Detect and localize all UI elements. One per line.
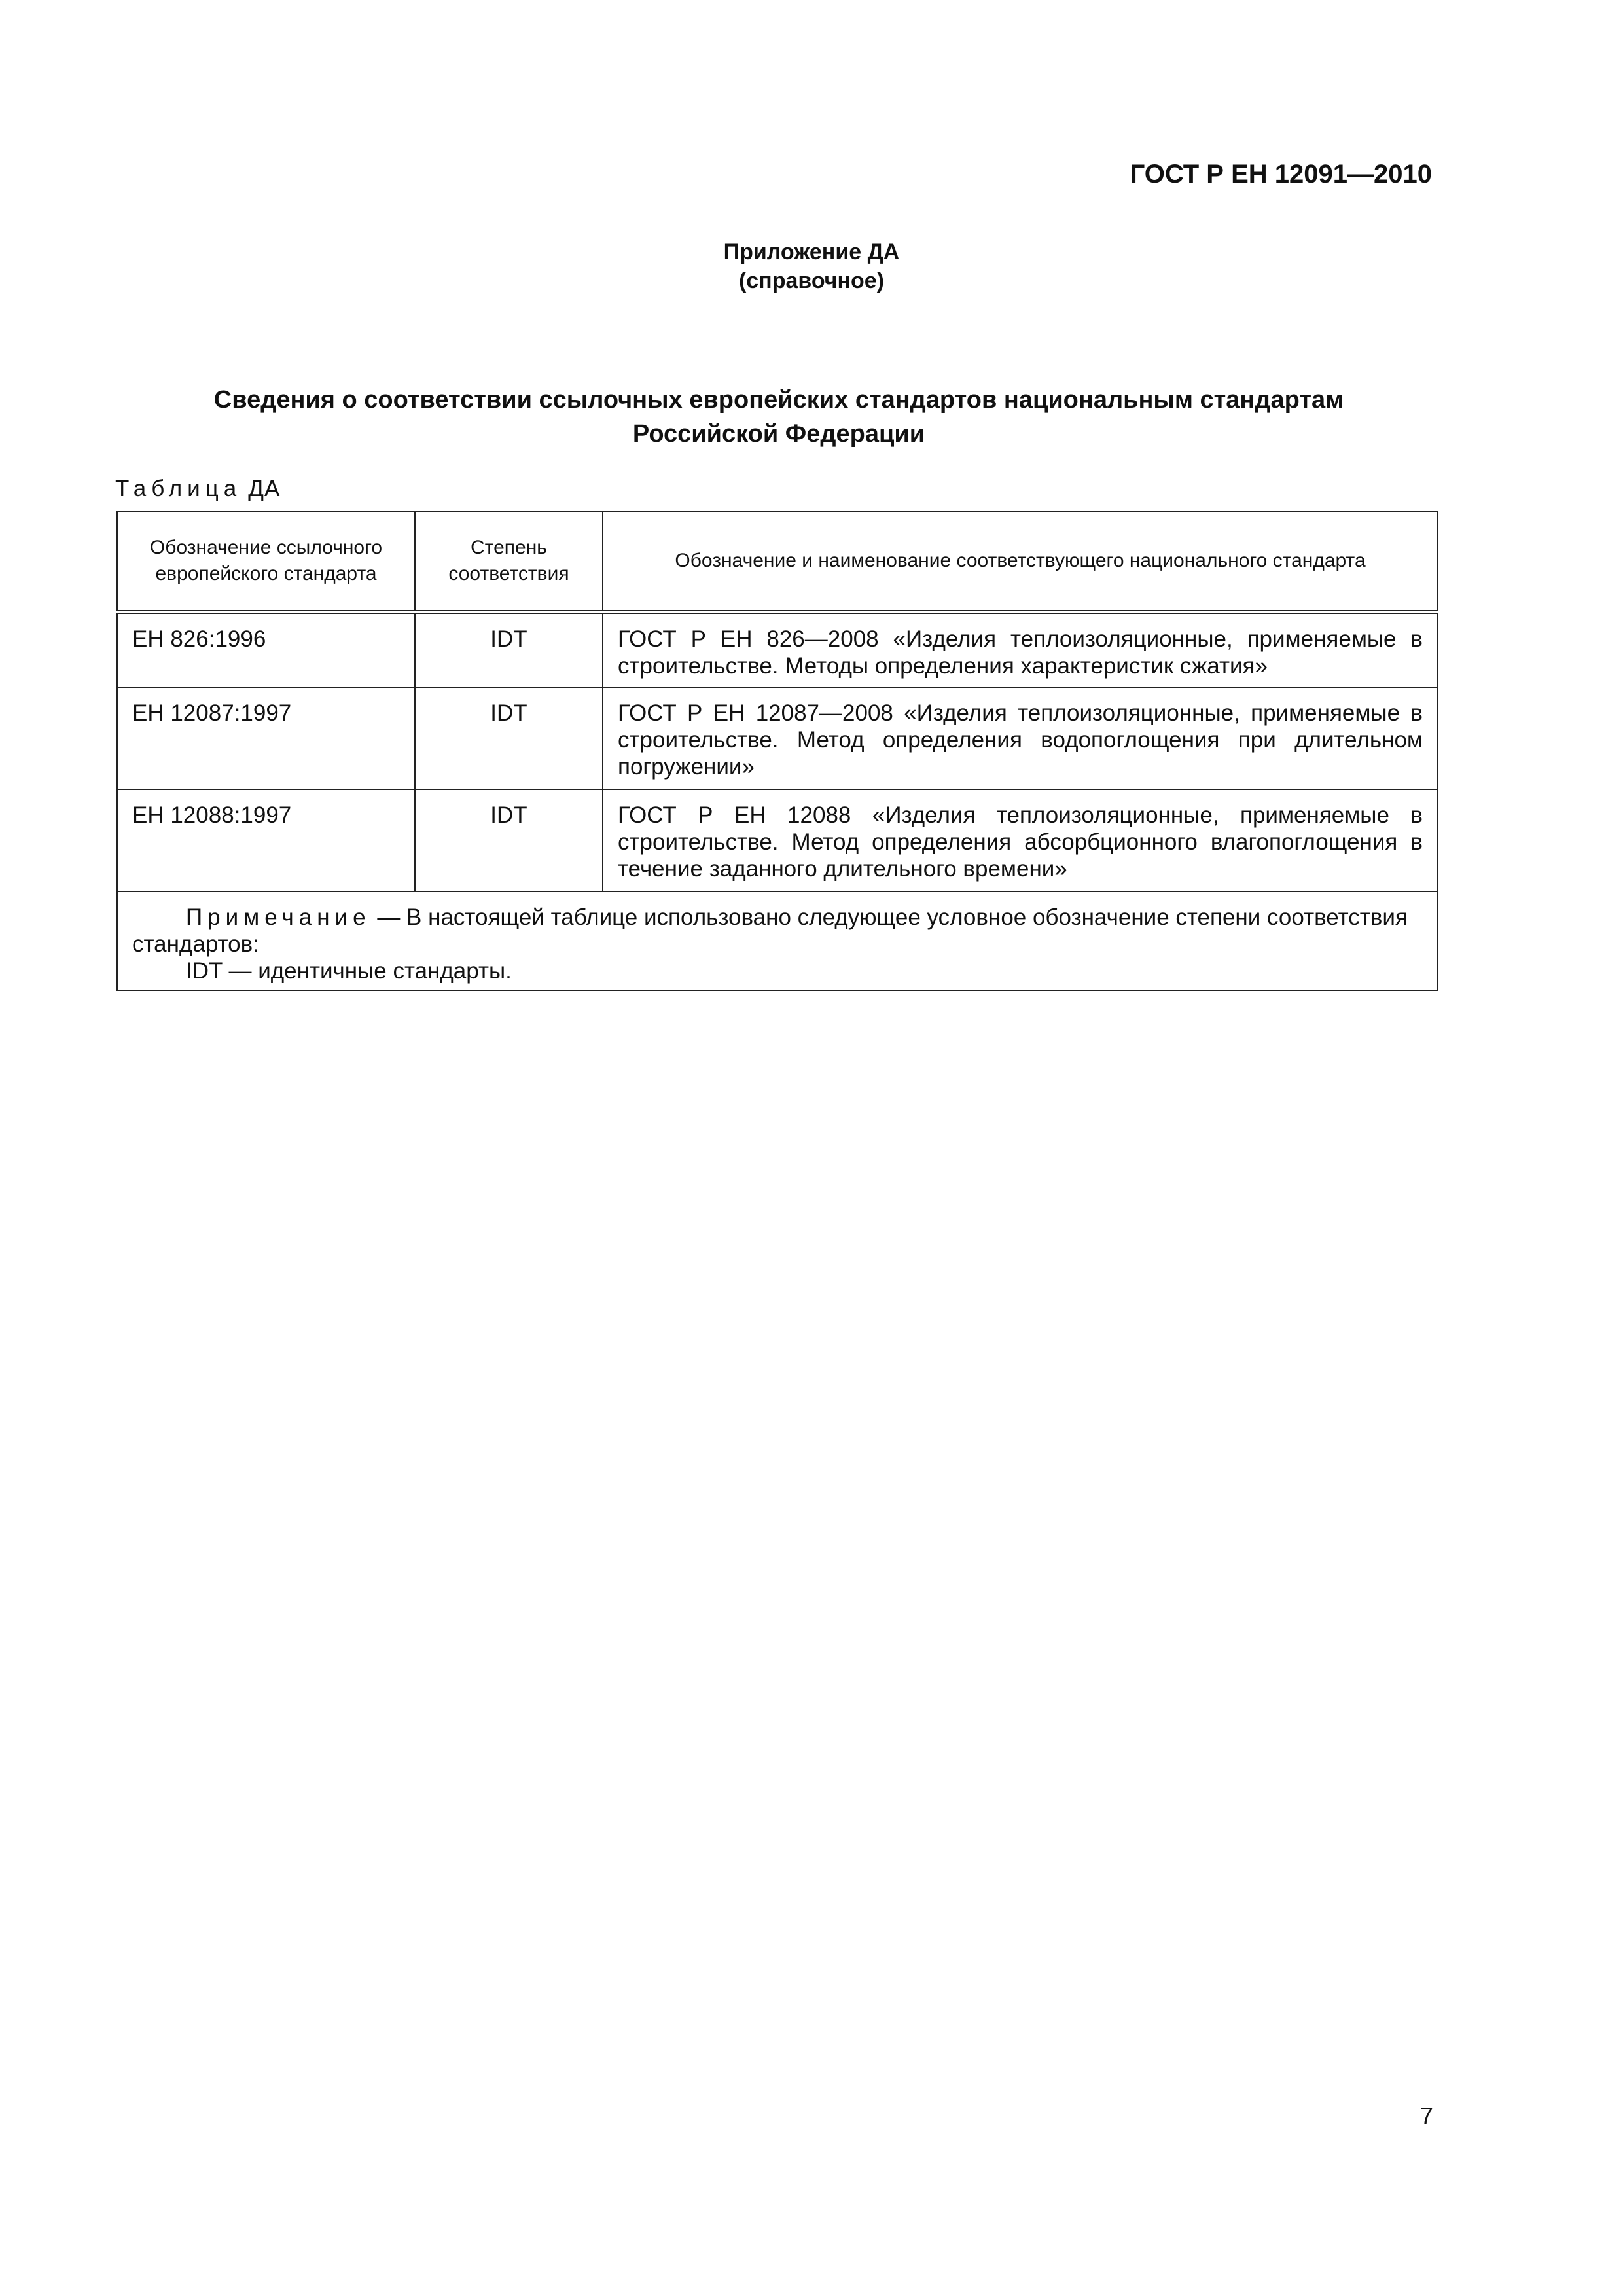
table-caption-word: Таблица (115, 476, 242, 501)
cell-degree: IDT (415, 612, 603, 687)
annex-kind: (справочное) (738, 268, 885, 293)
note-item: IDT — идентичные стандарты. (186, 958, 512, 984)
table-note-row (117, 891, 1438, 990)
note-lead: Примечание (186, 905, 371, 930)
header-european-standard: Обозначение ссылочного европейского стандарта (117, 511, 415, 612)
section-title-line-2: Российской Федерации (632, 420, 925, 448)
cell-national-standard: ГОСТ Р ЕН 12087—2008 «Изделия теплоизоляционные, применяемые в строительстве. Метод определения водопоглощения при длительном погружении» (603, 687, 1438, 789)
cell-european-standard: ЕН 12087:1997 (117, 687, 415, 789)
annex-title: Приложение ДА (723, 240, 900, 264)
cell-national-standard: ГОСТ Р ЕН 12088 «Изделия теплоизоляционные, применяемые в строительстве. Метод определения абсорбционного влагопоглощения в течение заданного длительного времени» (603, 789, 1438, 891)
annex-heading (0, 238, 1623, 295)
table-row (117, 687, 1438, 789)
cell-degree: IDT (415, 789, 603, 891)
table-header-row (117, 511, 1438, 612)
cell-european-standard: ЕН 12088:1997 (117, 789, 415, 891)
note-paragraph (132, 904, 1423, 958)
table-caption (115, 476, 280, 502)
cell-european-standard: ЕН 826:1996 (117, 612, 415, 687)
document-code: ГОСТ Р ЕН 12091—2010 (1130, 160, 1432, 188)
section-title-line-1: Сведения о соответствии ссылочных европейских стандартов национальным стандартам (213, 386, 1344, 414)
correspondence-table (116, 511, 1438, 991)
cell-national-standard: ГОСТ Р ЕН 826—2008 «Изделия теплоизоляционные, применяемые в строительстве. Методы определения характеристик сжатия» (603, 612, 1438, 687)
header-degree: Степень соответствия (415, 511, 603, 612)
table-row (117, 612, 1438, 687)
header-national-standard: Обозначение и наименование соответствующего национального стандарта (603, 511, 1438, 612)
page-number: 7 (1419, 2102, 1433, 2129)
section-title (118, 383, 1440, 451)
cell-degree: IDT (415, 687, 603, 789)
table-row (117, 789, 1438, 891)
note-text: — В настоящей таблице использовано следующее условное обозначение степени соответствия стандартов: (132, 905, 1408, 957)
table-caption-id: ДА (248, 476, 281, 501)
table-note (117, 891, 1438, 990)
